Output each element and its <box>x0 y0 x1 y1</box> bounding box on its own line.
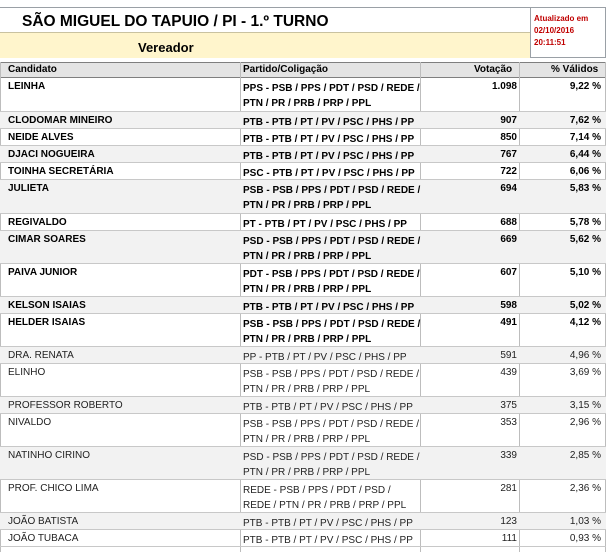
table-row <box>0 297 606 314</box>
candidate-name: NATINHO CIRINO <box>8 450 91 461</box>
vote-count: 375 <box>500 400 517 411</box>
vote-count: 767 <box>500 149 517 160</box>
vote-count: 353 <box>500 417 517 428</box>
table-row <box>0 530 606 547</box>
page-title: SÃO MIGUEL DO TAPUIO / PI - 1.º TURNO <box>22 13 329 30</box>
party-coalition: PTB - PTB / PT / PV / PSC / PHS / PP <box>243 402 413 413</box>
vote-count: 694 <box>500 183 517 194</box>
vote-count: 1.098 <box>491 81 517 92</box>
candidate-name: NEIDE ALVES <box>8 132 74 143</box>
valid-percent: 3,15 % <box>569 400 601 411</box>
table-row <box>0 78 606 112</box>
vote-count: 907 <box>500 115 517 126</box>
vote-count: 439 <box>500 367 517 378</box>
candidate-name: HELDER ISAIAS <box>8 317 86 328</box>
vote-count: 111 <box>501 533 517 544</box>
table-row <box>0 513 606 530</box>
col-party: Partido/Coligação <box>243 64 329 75</box>
candidate-name: PAIVA JUNIOR <box>8 267 78 278</box>
valid-percent: 7,62 % <box>569 115 601 126</box>
candidate-name: JULIETA <box>8 183 49 194</box>
valid-percent: 4,12 % <box>569 317 601 328</box>
candidate-name: LEINHA <box>8 81 46 92</box>
candidate-name: JOÃO TUBACA <box>8 533 79 544</box>
table-row <box>0 231 606 264</box>
candidate-name: DRA. RENATA <box>8 350 74 361</box>
party-coalition: REDE - PSB / PPS / PDT / PSD / REDE / PTN / PR / PRB / PRP / PPL <box>243 485 407 511</box>
party-coalition: PP - PTB / PT / PV / PSC / PHS / PP <box>243 352 407 363</box>
table-row <box>0 314 606 347</box>
vote-count: 591 <box>500 350 517 361</box>
vote-count: 607 <box>500 267 517 278</box>
candidate-name: CIMAR SOARES <box>8 234 86 245</box>
vote-count: 491 <box>500 317 517 328</box>
valid-percent: 9,22 % <box>569 81 601 92</box>
party-coalition: PTB - PTB / PT / PV / PSC / PHS / PP <box>243 151 415 162</box>
office-subtitle: Vereador <box>138 40 194 55</box>
results-table <box>0 78 606 547</box>
party-coalition: PTB - PTB / PT / PV / PSC / PHS / PP <box>243 535 413 546</box>
valid-percent: 6,44 % <box>569 149 601 160</box>
party-coalition: PSB - PSB / PPS / PDT / PSD / REDE / PTN / PR / PRB / PRP / PPL <box>243 369 419 395</box>
subtitle-cell <box>0 32 530 58</box>
candidate-name: REGIVALDO <box>8 217 67 228</box>
table-row <box>0 414 606 447</box>
valid-percent: 0,93 % <box>569 533 601 544</box>
valid-percent: 5,62 % <box>569 234 601 245</box>
valid-percent: 2,85 % <box>569 450 601 461</box>
vote-count: 123 <box>500 516 517 527</box>
vote-count: 688 <box>500 217 517 228</box>
party-coalition: PTB - PTB / PT / PV / PSC / PHS / PP <box>243 518 413 529</box>
candidate-name: KELSON ISAIAS <box>8 300 86 311</box>
vote-count: 669 <box>500 234 517 245</box>
party-coalition: PTB - PTB / PT / PV / PSC / PHS / PP <box>243 117 415 128</box>
col-percent: % Válidos <box>551 64 599 75</box>
table-row <box>0 447 606 480</box>
candidate-name: JOÃO BATISTA <box>8 516 79 527</box>
vote-count: 281 <box>500 483 517 494</box>
vote-count: 722 <box>500 166 517 177</box>
valid-percent: 2,36 % <box>569 483 601 494</box>
valid-percent: 4,96 % <box>569 350 601 361</box>
valid-percent: 5,83 % <box>569 183 601 194</box>
table-row <box>0 214 606 231</box>
table-row <box>0 180 606 214</box>
party-coalition: PSD - PSB / PPS / PDT / PSD / REDE / PTN / PR / PRB / PRP / PPL <box>243 236 421 262</box>
table-row <box>0 397 606 414</box>
title-cell <box>0 7 530 32</box>
updated-label: Atualizado em <box>534 14 589 23</box>
party-coalition: PTB - PTB / PT / PV / PSC / PHS / PP <box>243 302 415 313</box>
party-coalition: PSC - PTB / PT / PV / PSC / PHS / PP <box>243 168 415 179</box>
candidate-name: TOINHA SECRETÁRIA <box>8 166 114 177</box>
party-coalition: PSD - PSB / PPS / PDT / PSD / REDE / PTN / PR / PRB / PRP / PPL <box>243 452 420 478</box>
valid-percent: 5,02 % <box>569 300 601 311</box>
updated-box <box>530 7 606 58</box>
party-coalition: PSB - PSB / PPS / PDT / PSD / REDE / PTN / PR / PRB / PRP / PPL <box>243 419 419 445</box>
valid-percent: 1,03 % <box>569 516 601 527</box>
valid-percent: 3,69 % <box>569 367 601 378</box>
valid-percent: 5,78 % <box>569 217 601 228</box>
party-coalition: PT - PTB / PT / PV / PSC / PHS / PP <box>243 219 407 230</box>
candidate-name: ELINHO <box>8 367 46 378</box>
candidate-name: PROF. CHICO LIMA <box>8 483 99 494</box>
party-coalition: PPS - PSB / PPS / PDT / PSD / REDE / PTN / PR / PRB / PRP / PPL <box>243 83 420 109</box>
table-row <box>0 264 606 297</box>
table-row <box>0 129 606 146</box>
candidate-name: PROFESSOR ROBERTO <box>8 400 123 411</box>
column-header-row <box>0 62 606 78</box>
updated-date: 02/10/2016 <box>534 26 575 35</box>
table-row <box>0 163 606 180</box>
table-row <box>0 146 606 163</box>
vote-count: 598 <box>500 300 517 311</box>
col-votes: Votação <box>474 64 513 75</box>
results-header <box>0 0 606 62</box>
valid-percent: 5,10 % <box>569 267 601 278</box>
candidate-name: CLODOMAR MINEIRO <box>8 115 113 126</box>
valid-percent: 7,14 % <box>569 132 601 143</box>
candidate-name: NIVALDO <box>8 417 52 428</box>
table-row <box>0 364 606 397</box>
table-row <box>0 347 606 364</box>
vote-count: 339 <box>500 450 517 461</box>
table-row <box>0 480 606 513</box>
valid-percent: 2,96 % <box>569 417 601 428</box>
party-coalition: PTB - PTB / PT / PV / PSC / PHS / PP <box>243 134 415 145</box>
party-coalition: PSB - PSB / PPS / PDT / PSD / REDE / PTN / PR / PRB / PRP / PPL <box>243 319 421 345</box>
valid-percent: 6,06 % <box>569 166 601 177</box>
table-row <box>0 112 606 129</box>
party-coalition: PSB - PSB / PPS / PDT / PSD / REDE / PTN / PR / PRB / PRP / PPL <box>243 185 421 211</box>
party-coalition: PDT - PSB / PPS / PDT / PSD / REDE / PTN / PR / PRB / PRP / PPL <box>243 269 420 295</box>
vote-count: 850 <box>500 132 517 143</box>
updated-time: 20:11:51 <box>534 38 566 47</box>
candidate-name: DJACI NOGUEIRA <box>8 149 95 160</box>
col-candidate: Candidato <box>8 64 57 75</box>
